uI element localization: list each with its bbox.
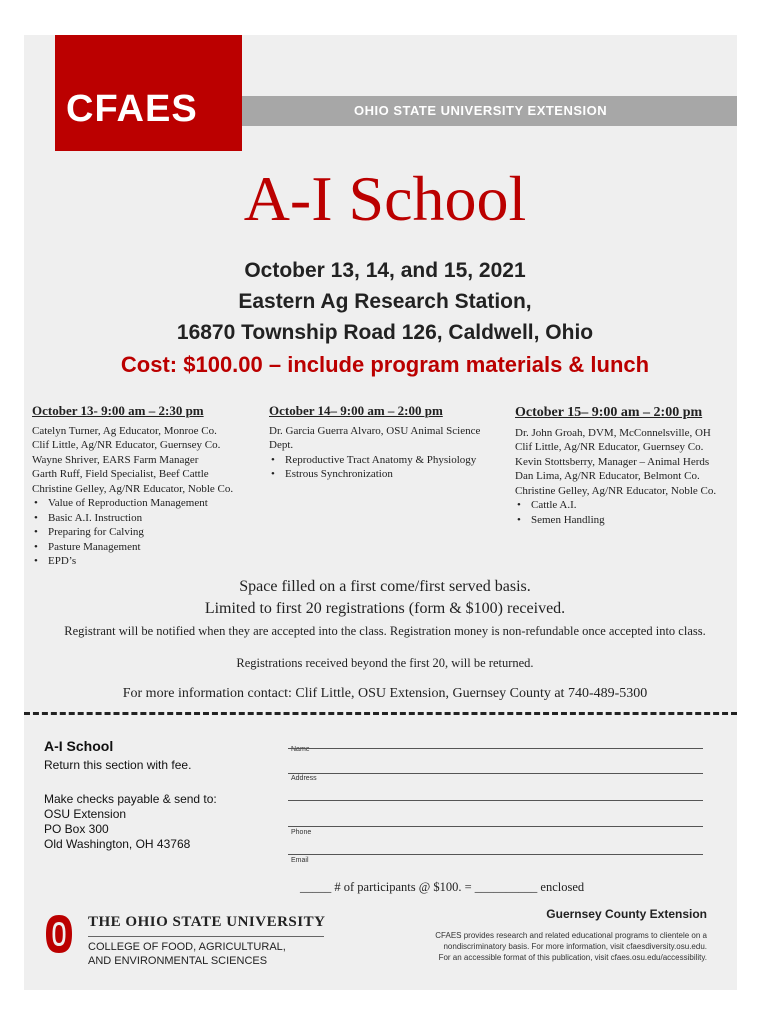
form-return-note: Return this section with fee. [44, 758, 192, 772]
day-3-speaker: Clif Little, Ag/NR Educator, Guernsey Co. [515, 441, 704, 453]
form-title: A-I School [44, 738, 114, 754]
address-field-label: Address [291, 775, 317, 782]
notice-notify: Registrant will be notified when they are accepted into the class. Registration money is non-refundable once accepted into class. [64, 624, 706, 638]
address-field[interactable] [288, 773, 703, 774]
day-1-heading: October 13- 9:00 am – 2:30 pm [32, 403, 204, 418]
day-3-heading: October 15– 9:00 am – 2:00 pm [515, 405, 703, 420]
county-extension: Guernsey County Extension [546, 907, 707, 921]
day-1-topic: • Value of Reproduction Management [32, 496, 267, 511]
phone-field[interactable] [288, 826, 703, 827]
day-3-speaker: Kevin Stottsberry, Manager – Animal Herds [515, 455, 710, 468]
college-name-line: COLLEGE OF FOOD, AGRICULTURAL, [88, 941, 286, 953]
day-2-speaker: Dept. [269, 439, 294, 451]
notice-returned: Registrations received beyond the first 20, will be returned. [236, 656, 534, 670]
university-name: THE OHIO STATE UNIVERSITY [88, 914, 326, 930]
event-dates: October 13, 14, and 15, 2021 [244, 259, 526, 282]
name-field[interactable] [288, 748, 703, 749]
day-1-topic: • Preparing for Calving [32, 525, 267, 540]
notice-space: Space filled on a first come/first served basis. [239, 578, 531, 595]
event-address: 16870 Township Road 126, Caldwell, Ohio [176, 321, 594, 344]
event-venue: Eastern Ag Research Station, [238, 290, 532, 313]
participants-line: _____ # of participants @ $100. = __________ enclosed [300, 880, 585, 894]
day-3-topic: • Cattle A.I. [515, 498, 745, 513]
disclaimer-line: For an accessible format of this publication, visit cfaes.osu.edu/accessibility. [438, 953, 707, 962]
day-3-topic: • Semen Handling [515, 513, 745, 528]
day-1-speaker: Garth Ruff, Field Specialist, Beef Cattle [32, 468, 209, 480]
day-2-speaker: Dr. Garcia Guerra Alvaro, OSU Animal Science [269, 424, 481, 437]
day-2-column [269, 404, 509, 482]
day-1-topic: • EPD’s [32, 554, 267, 569]
disclaimer-line: nondiscriminatory basis. For more information, visit cfaesdiversity.osu.edu. [443, 942, 707, 951]
day-1-topics [32, 496, 267, 569]
phone-field-label: Phone [291, 829, 312, 836]
form-address-line: PO Box 300 [44, 822, 109, 836]
day-3-speaker: Dr. John Groah, DVM, McConnelsville, OH [515, 426, 711, 439]
form-address-line: Old Washington, OH 43768 [44, 837, 191, 851]
day-2-topic: • Estrous Synchronization [269, 467, 509, 482]
extension-banner-text: OHIO STATE UNIVERSITY EXTENSION [354, 103, 608, 118]
notice-contact: For more information contact: Clif Little, OSU Extension, Guernsey County at 740-489-5300 [122, 686, 648, 701]
day-3-column [515, 406, 745, 527]
day-1-topic: • Pasture Management [32, 540, 267, 555]
day-3-topics [515, 498, 745, 527]
day-1-speaker: Catelyn Turner, Ag Educator, Monroe Co. [32, 424, 217, 437]
day-1-speaker: Clif Little, Ag/NR Educator, Guernsey Co. [32, 439, 221, 451]
college-name-line: AND ENVIRONMENTAL SCIENCES [88, 955, 268, 967]
name-field-label: Name [291, 746, 310, 753]
disclaimer-line: CFAES provides research and related educational programs to clientele on a [435, 931, 707, 940]
notice-limit: Limited to first 20 registrations (form & $100) received. [204, 600, 566, 617]
day-3-speaker: Christine Gelley, Ag/NR Educator, Noble Co. [515, 484, 717, 497]
day-3-speaker: Dan Lima, Ag/NR Educator, Belmont Co. [515, 470, 700, 482]
event-cost: Cost: $100.00 – include program materials & lunch [120, 352, 650, 377]
day-2-heading: October 14– 9:00 am – 2:00 pm [269, 403, 443, 418]
disclaimer [370, 930, 707, 963]
day-1-topic: • Basic A.I. Instruction [32, 511, 267, 526]
email-field[interactable] [288, 854, 703, 855]
osu-block-o-icon [44, 914, 74, 954]
day-2-topics [269, 453, 509, 482]
email-field-label: Email [291, 857, 309, 864]
cfaes-logo-text: CFAES [66, 88, 198, 130]
form-address-line: OSU Extension [44, 807, 127, 821]
cut-line [24, 712, 737, 715]
day-1-speaker: Wayne Shriver, EARS Farm Manager [32, 453, 199, 466]
day-1-column [32, 404, 267, 569]
address-field-line-2[interactable] [288, 800, 703, 801]
footer-divider [88, 936, 324, 937]
page-title: A-I School [243, 163, 527, 234]
day-2-topic: • Reproductive Tract Anatomy & Physiology [269, 453, 509, 468]
form-payable: Make checks payable & send to: [44, 792, 217, 806]
day-1-speaker: Christine Gelley, Ag/NR Educator, Noble Co. [32, 482, 234, 495]
